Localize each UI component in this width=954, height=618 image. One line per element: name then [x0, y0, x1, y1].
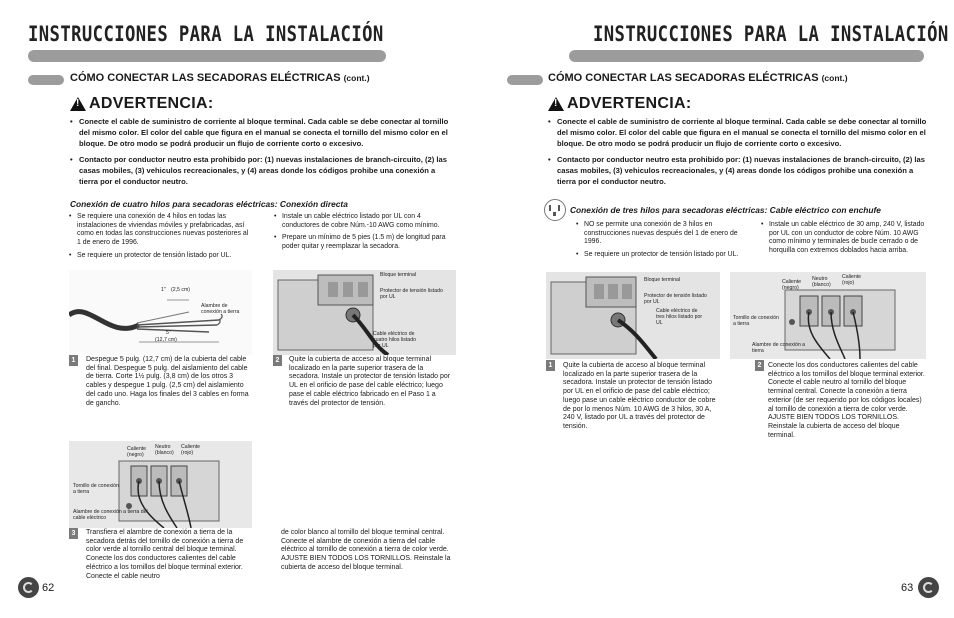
label-one-inch: 1" — [161, 287, 166, 293]
warning-item: • Contacto por conductor neutro esta prohibido por: (1) nuevas instalaciones de branch-circuito, (2) las casas mobiles, (3) vehiculos recreacionales, y (4) areas donde los códigos prohibe una conexión a tierra por el conductor neutro. — [70, 154, 452, 187]
step-text: Quite la cubierta de acceso al bloque terminal localizado en la parte superior trasera de la secadora. Instale un protector de tensión listado por UL en el orificio de pase del cable eléctrico; luego pase un cable eléctrico conductor de cobre de por lo menos Núm. 10 AWG de 3 hilos, 30 A, 240 V, listado por UL a través del protector de tensión. — [563, 362, 716, 430]
lg-logo-icon — [18, 577, 39, 598]
section-title — [70, 72, 370, 84]
title-bar — [569, 50, 924, 62]
label-ground-wire: Alambre de conexión a tierra — [752, 342, 806, 354]
bullets-col1 — [68, 213, 250, 265]
label-hot-red: Caliente (rojo) — [181, 444, 201, 456]
dryer-back-illustration — [273, 270, 456, 355]
warning-icon — [548, 97, 564, 111]
warning-title: ADVERTENCIA: — [89, 95, 214, 112]
bullet-item: • Se requiere un protector de tensión listado por UL. — [68, 252, 250, 261]
section-cont: (cont.) — [343, 73, 370, 83]
label-ground-screw: Tornillo de conexión a tierra — [73, 483, 119, 495]
warning-list — [548, 116, 928, 192]
page-title: INSTRUCCIONES PARA LA INSTALACIÓN — [28, 22, 384, 46]
section-pill — [507, 75, 543, 85]
label-terminal-block: Bloque terminal — [644, 277, 681, 283]
lg-logo-icon — [918, 577, 939, 598]
label-five-inch-cm: (12,7 cm) — [155, 337, 177, 343]
label-neutral-white: Neutro (blanco) — [155, 444, 174, 456]
label-ground-screw: Tornillo de conexión a tierra — [733, 315, 779, 327]
subheading: Conexión de tres hilos para secadoras eléctricas: Cable eléctrico con enchufe — [570, 205, 881, 215]
bullets-col1 — [575, 221, 740, 264]
label-three-wire-cable: Cable eléctrico de tres hilos listado por UL — [656, 308, 703, 326]
title-bar — [28, 50, 386, 62]
cable-strip-figure — [69, 270, 252, 355]
wiring-figure — [69, 441, 252, 528]
page-title: INSTRUCCIONES PARA LA INSTALACIÓN — [593, 22, 949, 46]
step-text-continued: de color blanco al tornillo del bloque terminal central. Conecte el alambre de conexión a tierra del cable eléctrico al tornillo de conexión a tierra de color verde. AJUSTE BIEN TODOS LOS TORNILLOS. Reinstale la cubierta de acceso del bloque terminal. — [281, 529, 451, 571]
section-title-text: CÓMO CONECTAR LAS SECADORAS ELÉCTRICAS — [70, 72, 341, 84]
step-text: Conecte los dos conductores calientes del cable eléctrico a los tornillos del bloque terminal exterior. Conecte el cable neutro al tornillo del bloque terminal central. Conecte la conexión a tierra exterior (de ser requerido por los códigos locales) al tornillo de conexión a tierra de color verde. AJUSTE BIEN TODOS LOS TORNILLOS. Reinstale la cubierta de acceso del bloque terminal. — [768, 362, 925, 439]
bullet-item: • Instale un cable eléctrico listado por UL con 4 conductores de cobre Núm.-10 AWG como mínimo. — [273, 213, 455, 230]
page-number: 62 — [42, 582, 55, 594]
section-cont: (cont.) — [821, 73, 848, 83]
warning-item: • Contacto por conductor neutro esta prohibido por: (1) nuevas instalaciones de branch-circuito, (2) las casas mobiles, (3) vehiculos recreacionales, y (4) areas donde los códigos prohibe una conexión a tierra por el conductor neutro. — [548, 154, 928, 187]
step-number: 3 — [69, 528, 78, 539]
label-terminal-block: Bloque terminal — [380, 272, 417, 278]
label-four-wire-cable: Cable eléctrico de cuatro hilos listado por UL — [373, 331, 416, 349]
step-text: Despegue 5 pulg. (12,7 cm) de la cubierta del cable del final. Despegue 5 pulg. del aislamiento del cable de tierra. Corte 1½ pulg. (3,8 cm) de los otros 3 cables y despegue 1 pulg. (2,5 cm) del aislamiento del cado uno. Haga los finales del 3 cables en forma de gancho. — [86, 356, 249, 407]
terminal-block-figure — [273, 270, 456, 355]
step-text: Transfiera el alambre de conexión a tierra de la secadora detrás del tornillo de conexión a tierra de color verde al tornillo central del bloque terminal. Conecte los dos conductores calientes del cable eléctrico a los tornillos del bloque terminal exterior. Conecte el cable neutro — [86, 529, 244, 580]
step-number: 2 — [273, 355, 282, 366]
bullets-col2 — [760, 221, 932, 260]
label-hot-black: Caliente (negro) — [127, 446, 147, 458]
warning-icon — [70, 97, 86, 111]
step-number: 1 — [546, 360, 555, 371]
bullets-col2 — [273, 213, 455, 256]
step-number: 2 — [755, 360, 764, 371]
step-number: 1 — [69, 355, 78, 366]
label-ground-wire: Alambre de conexión a tierra — [201, 303, 240, 315]
bullet-item: • Se requiere una conexión de 4 hilos en todas las instalaciones de viviendas móviles y prefabricadas, así como en todas las construcciones nuevas posteriores al 1 de enero de 1996. — [68, 213, 250, 248]
label-hot-red: Caliente (rojo) — [842, 274, 862, 286]
bullet-item: • Se requiere un protector de tensión listado por UL. — [575, 251, 740, 260]
label-hot-black: Caliente (negro) — [782, 279, 802, 291]
bullet-item: • Prepare un mínimo de 5 pies (1.5 m) de longitud para poder quitar y reemplazar la secadora. — [273, 234, 455, 251]
warning-list — [70, 116, 452, 192]
warning-item: • Conecte el cable de suministro de corriente al bloque terminal. Cada cable se debe conectar al tornillo del mismo color. El color del cable que figura en el manual se conecta el tornillo del mismo color en el bloque. De otro modo se podrá producir un flujo de corriente corto o excesivo. — [548, 116, 928, 149]
warning-header — [548, 95, 692, 113]
outlet-icon — [544, 199, 566, 221]
section-pill — [28, 75, 64, 85]
bullet-item: • Instale un cable eléctrico de 30 amp, 240 V, listado por UL con un conductor de cobre Núm. 10 AWG como mínimo y terminales de bucle cerrado o de horquilla con extremos doblados hacia arriba. — [760, 221, 932, 256]
warning-item: • Conecte el cable de suministro de corriente al bloque terminal. Cada cable se debe conectar al tornillo del mismo color. El color del cable que figura en el manual se conecta el tornillo del mismo color en el bloque. De otro modo se podrá producir un flujo de corriente corto o excesivo. — [70, 116, 452, 149]
label-ground-wire: Alambre de conexión a tierra del cable eléctrico — [73, 509, 148, 521]
bullet-item: • NO se permite una conexión de 3 hilos en construcciones nuevas después del 1 de enero de 1996. — [575, 221, 740, 247]
label-strain-relief: Protector de tensión listado por UL — [380, 288, 443, 300]
warning-title: ADVERTENCIA: — [567, 95, 692, 112]
section-title — [548, 72, 848, 84]
section-title-text: CÓMO CONECTAR LAS SECADORAS ELÉCTRICAS — [548, 72, 819, 84]
subheading: Conexión de cuatro hilos para secadoras eléctricas: Conexión directa — [70, 199, 348, 209]
terminal-block-figure — [546, 272, 720, 359]
label-neutral-white: Neutro (blanco) — [812, 276, 831, 288]
label-five-inch: 5" — [166, 330, 171, 336]
right-page — [477, 0, 954, 618]
wiring-figure — [730, 272, 926, 359]
label-strain-relief: Protector de tensión listado por UL — [644, 293, 707, 305]
page-number: 63 — [901, 582, 914, 594]
outlet-slots — [545, 200, 564, 219]
label-one-inch-cm: (2,5 cm) — [171, 287, 191, 293]
warning-header — [70, 95, 214, 113]
step-text: Quite la cubierta de acceso al bloque terminal localizado en la parte superior trasera de la secadora. Instale un protector de tensión listado por UL en el orificio de pase del cable eléctrico; luego pase el cable eléctrico fabricado en el Paso 1 a través del protector de tensión. — [289, 356, 451, 407]
